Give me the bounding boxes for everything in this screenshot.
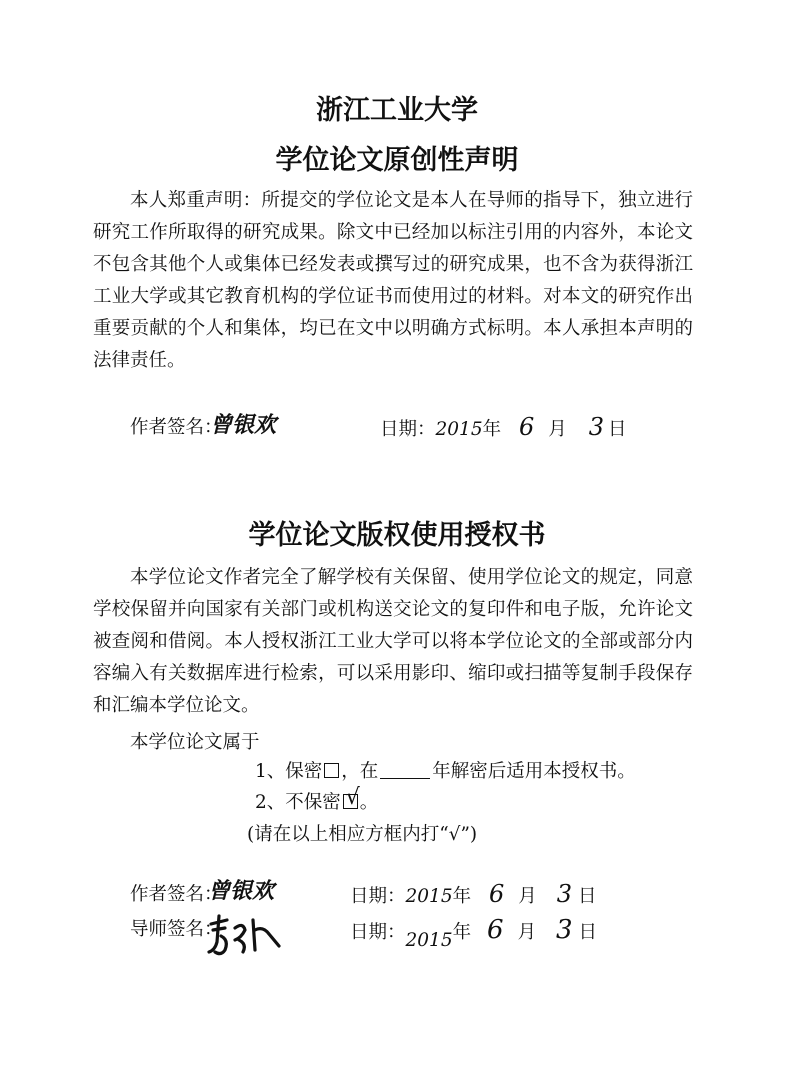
supervisor-date-month: 6: [487, 915, 504, 945]
declaration-body: 本人郑重声明：所提交的学位论文是本人在导师的指导下，独立进行研究工作所取得的研究成果。除文中已经加以标注引用的内容外，本论文不包含其他个人或集体已经发表或撰写过的研究成果，也不含为获得浙江工业大学或其它教育机构的学位证书而使用过的材料。对本文的研究作出重要贡献的个人和集体，均已在文中以明确方式标明。本人承担本声明的法律责任。: [93, 190, 693, 371]
authorization-author-signature: 曾银欢: [208, 879, 275, 904]
declaration-author-signature: 曾银欢: [210, 413, 277, 438]
author-date-month: 6: [489, 880, 505, 908]
author-date-year-unit: 年: [452, 886, 472, 907]
declaration-year: 2015: [435, 419, 483, 440]
supervisor-label: 导师签名：: [130, 919, 223, 940]
author-date-label: 日期：: [350, 886, 406, 907]
supervisor-date: [350, 915, 598, 951]
declaration-month-unit: 月: [548, 419, 567, 440]
supervisor-date-day: 3: [555, 915, 573, 945]
declaration-month: 6: [519, 413, 535, 441]
declaration-year-unit: 年: [482, 419, 502, 440]
author-date-month-unit: 月: [518, 886, 537, 907]
authorization-title: 学位论文版权使用授权书: [248, 520, 546, 551]
supervisor-date-year: 2015: [405, 930, 453, 951]
declaration-date: [380, 413, 627, 441]
checkmark-icon: √: [345, 785, 360, 810]
option-confidential: [255, 757, 636, 783]
author-date-day-unit: 日: [577, 886, 597, 907]
supervisor-date-day-unit: 日: [578, 922, 598, 943]
authorization-body: 本学位论文作者完全了解学校有关保留、使用学位论文的规定，同意学校保留并向国家有关部门或机构送交论文的复印件和电子版，允许论文被查阅和借阅。本人授权浙江工业大学可以将本学位论文的全部或部分内容编入有关数据库进行检索，可以采用影印、缩印或扫描等复制手段保存和汇编本学位论文。: [93, 567, 693, 716]
authorization-author-date: [350, 880, 597, 908]
supervisor-date-label: 日期：: [350, 922, 406, 943]
declaration-title: 学位论文原创性声明: [275, 145, 519, 176]
option1-suffix: 年解密后适用本授权书。: [432, 761, 636, 782]
declaration-author-label: 作者签名：: [130, 417, 223, 438]
decrypt-year-blank[interactable]: [380, 762, 430, 779]
supervisor-date-year-unit: 年: [452, 922, 472, 943]
belongs-label: 本学位论文属于: [130, 732, 260, 753]
option-not-confidential: [255, 785, 379, 814]
option2-prefix: 2、不保密: [255, 792, 341, 813]
option2-suffix: 。: [359, 792, 379, 813]
declaration-date-label: 日期：: [380, 419, 436, 440]
checkbox-instruction: (请在以上相应方框内打“√”): [247, 824, 478, 845]
supervisor-signature: [205, 910, 285, 958]
authorization-author-label: 作者签名：: [130, 884, 223, 905]
author-date-year: 2015: [405, 886, 453, 907]
university-title: 浙江工业大学: [316, 95, 478, 126]
option1-mid: ，在: [341, 761, 379, 782]
declaration-day: 3: [588, 413, 604, 441]
declaration-day-unit: 日: [607, 419, 627, 440]
confidential-checkbox[interactable]: [324, 763, 339, 778]
author-date-day: 3: [556, 880, 572, 908]
not-confidential-checkbox[interactable]: [343, 785, 360, 810]
supervisor-date-month-unit: 月: [517, 922, 537, 943]
option1-prefix: 1、保密: [255, 761, 323, 782]
